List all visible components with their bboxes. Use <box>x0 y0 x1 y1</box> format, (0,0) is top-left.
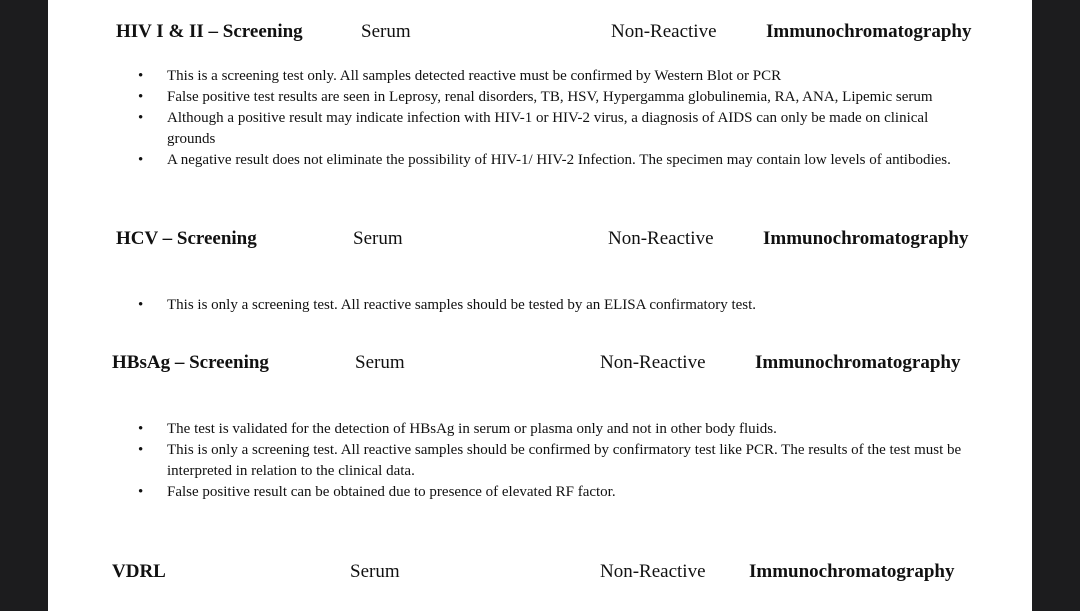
note-item: • This is only a screening test. All reactive samples should be confirmed by confirmatory test like PCR. The results of the test must be interpreted in relation to the clinical data. <box>138 440 968 482</box>
result: Non-Reactive <box>600 561 706 582</box>
specimen: Serum <box>355 352 405 373</box>
note-item: • This is a screening test only. All samples detected reactive must be confirmed by Western Blot or PCR <box>138 66 968 87</box>
note-item: • False positive test results are seen in Leprosy, renal disorders, TB, HSV, Hypergamma globulinemia, RA, ANA, Lipemic serum <box>138 87 968 108</box>
method: Immunochromatography <box>766 21 972 42</box>
result: Non-Reactive <box>600 352 706 373</box>
specimen: Serum <box>350 561 400 582</box>
test-name: VDRL <box>112 561 166 582</box>
method: Immunochromatography <box>749 561 955 582</box>
specimen: Serum <box>361 21 411 42</box>
note-item: • Although a positive result may indicate infection with HIV-1 or HIV-2 virus, a diagnosis of AIDS can only be made on clinical grounds <box>138 108 968 150</box>
method: Immunochromatography <box>755 352 961 373</box>
result: Non-Reactive <box>608 228 714 249</box>
test-name: HBsAg – Screening <box>112 352 269 373</box>
notes-list-hcv <box>138 295 968 316</box>
notes-list-hiv <box>138 66 968 171</box>
method: Immunochromatography <box>763 228 969 249</box>
report-page <box>48 0 1032 611</box>
test-row-vdrl <box>48 561 1032 585</box>
test-name: HIV I & II – Screening <box>116 21 303 42</box>
test-row-hbsag <box>48 352 1032 376</box>
note-item: • This is only a screening test. All reactive samples should be tested by an ELISA confirmatory test. <box>138 295 968 316</box>
test-row-hcv <box>48 228 1032 252</box>
note-item: • The test is validated for the detection of HBsAg in serum or plasma only and not in other body fluids. <box>138 419 968 440</box>
note-item: • False positive result can be obtained due to presence of elevated RF factor. <box>138 482 968 503</box>
test-name: HCV – Screening <box>116 228 257 249</box>
test-row-hiv <box>48 21 1032 45</box>
specimen: Serum <box>353 228 403 249</box>
notes-list-hbsag <box>138 419 968 503</box>
result: Non-Reactive <box>611 21 717 42</box>
note-item: • A negative result does not eliminate the possibility of HIV-1/ HIV-2 Infection. The specimen may contain low levels of antibodies. <box>138 150 968 171</box>
